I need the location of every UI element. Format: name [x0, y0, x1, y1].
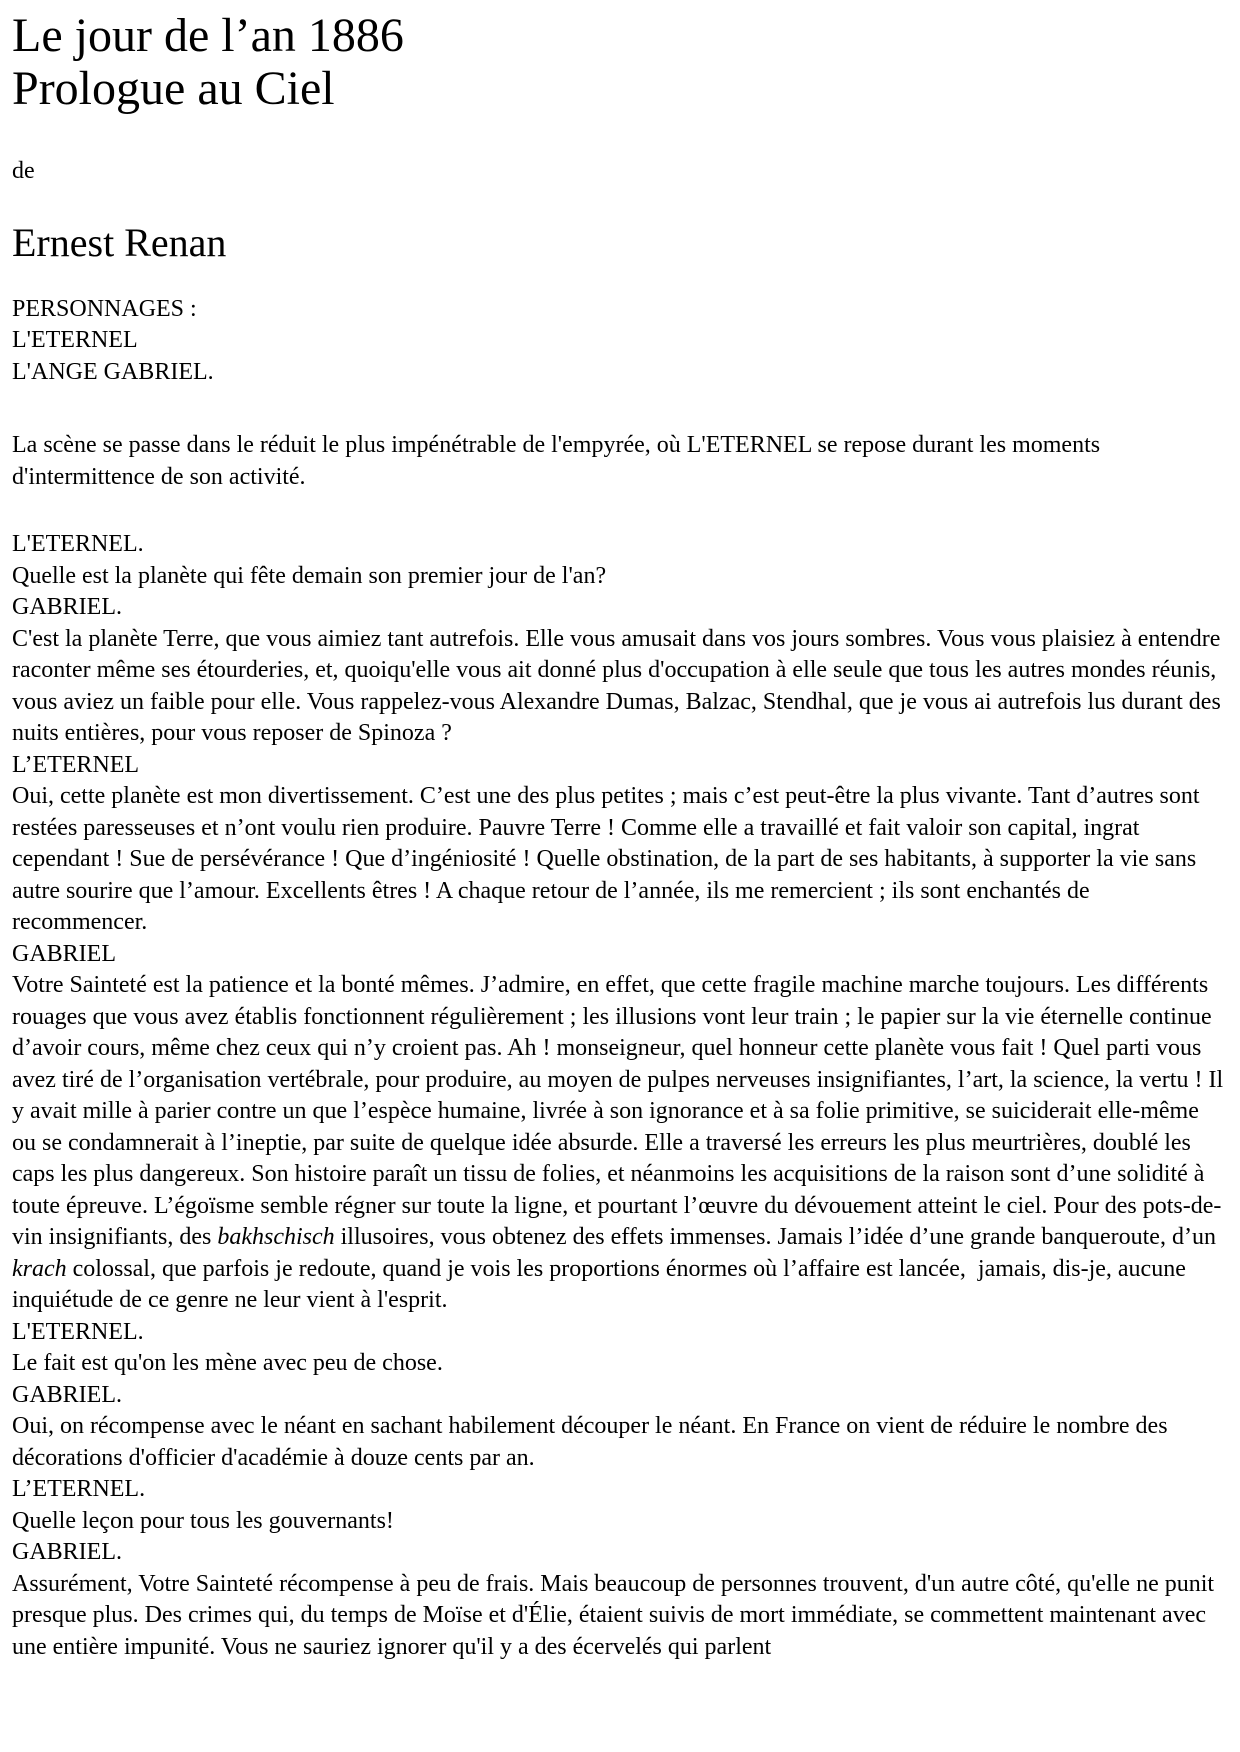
- speech-text: [12, 624, 1228, 750]
- speech-text: [12, 1411, 1228, 1474]
- page: [12, 9, 1228, 1663]
- speech-text: [12, 781, 1228, 939]
- author-name: Ernest Renan: [12, 219, 227, 265]
- speaker-heading: GABRIEL: [12, 940, 116, 967]
- speaker-heading: L'ETERNEL.: [12, 531, 144, 557]
- speech-text: [12, 1348, 1228, 1380]
- speaker-heading: GABRIEL.: [12, 1539, 122, 1565]
- speech-segment: Assurément, Votre Sainteté récompense à peu de frais. Mais beaucoup de personnes trouvent, d'un autre côté, qu'elle ne punit presque plus. Des crimes qui, du temps de Moïse et d'Élie, étaient suivis de mort immédiate, se commettent maintenant avec une entière impunité. Vous ne sauriez ignorer qu'il y a des écervelés qui parlent: [12, 1570, 1215, 1660]
- italic-term: krach: [12, 1255, 67, 1282]
- speech-text: [12, 970, 1228, 1317]
- dialogue: [12, 529, 1228, 1663]
- speaker-heading: L’ETERNEL.: [12, 1476, 146, 1502]
- speaker-heading: L'ETERNEL.: [12, 1318, 144, 1345]
- byline: de: [12, 158, 35, 184]
- title-line-1: Le jour de l’an 1886: [12, 9, 404, 62]
- title-line-2: Prologue au Ciel: [12, 62, 335, 115]
- speaker-heading: L’ETERNEL: [12, 751, 140, 778]
- speaker-heading: GABRIEL.: [12, 594, 122, 620]
- italic-term: bakhschisch: [217, 1224, 335, 1250]
- cast-member-eternel: L'ETERNEL: [12, 327, 138, 353]
- document-title: [12, 9, 1228, 115]
- speech-segment: colossal, que parfois je redoute, quand je vois les proportions énormes où l’affaire est lancée, jamais, dis-je, aucune inquiétude de ce genre ne leur vient à l'esprit.: [12, 1255, 1186, 1313]
- scene-description: La scène se passe dans le réduit le plus impénétrable de l'empyrée, où L'ETERNEL se repose durant les moments d'intermittence de son activité.: [12, 432, 1101, 490]
- speech-segment: C'est la planète Terre, que vous aimiez tant autrefois. Elle vous amusait dans vos jours sombres. Vous vous plaisiez à entendre raconter même ses étourderies, et, quoiqu'elle vous ait donné plus d'occupation à elle seule que tous les autres mondes réunis, vous aviez un faible pour elle. Vous rappelez-vous Alexandre Dumas, Balzac, Stendhal, que je vous ai autrefois lus durant des nuits entières, pour vous reposer de Spinoza ?: [12, 625, 1221, 746]
- cast-list: [12, 294, 1228, 389]
- speech-text: [12, 1506, 1228, 1538]
- speech-segment: Oui, cette planète est mon divertissement. C’est une des plus petites ; mais c’est peut-être la plus vivante. Tant d’autres sont restées paresseuses et n’ont voulu rien produire. Pauvre Terre ! Comme elle a travaillé et fait valoir son capital, ingrat cependant ! Sue de persévérance ! Que d’ingéniosité ! Quelle obstination, de la part de ses habitants, à supporter la vie sans autre sourire que l’amour. Excellents êtres ! A chaque retour de l’année, ils me remercient ; ils sont enchantés de recommencer.: [12, 783, 1200, 935]
- speech-segment: illusoires, vous obtenez des effets immenses. Jamais l’idée d’une grande banqueroute, d’un: [334, 1224, 1216, 1250]
- speech-segment: Le fait est qu'on les mène avec peu de chose.: [12, 1350, 443, 1376]
- speech-segment: Votre Sainteté est la patience et la bonté mêmes. J’admire, en effet, que cette fragile machine marche toujours. Les différents rouages que vous avez établis fonctionnent régulièrement ; les illusions vont leur train ; le papier sur la vie éternelle continue d’avoir cours, même chez ceux qui n’y croient pas. Ah ! monseigneur, quel honneur cette planète vous fait ! Quel parti vous avez tiré de l’organisation vertébrale, pour produire, au moyen de pulpes nerveuses insignifiantes, l’art, la science, la vertu ! Il y avait mille à parier contre un que l’espèce humaine, livrée à son ignorance et à sa folie primitive, se suiciderait elle-même ou se condamnerait à l’ineptie, par suite de quelque idée absurde. Elle a traversé les erreurs les plus meurtrières, doublé les caps les plus dangereux. Son histoire paraît un tissu de folies, et néanmoins les acquisitions de la raison sont d’une solidité à toute épreuve. L’égoïsme semble régner sur toute la ligne, et pourtant l’œuvre du dévouement atteint le ciel. Pour des pots-de-vin insignifiants, des: [12, 972, 1224, 1250]
- cast-member-gabriel: L'ANGE GABRIEL.: [12, 358, 214, 385]
- speech-segment: Oui, on récompense avec le néant en sachant habilement découper le néant. En France on vient de réduire le nombre des décorations d'officier d'académie à douze cents par an.: [12, 1413, 1168, 1471]
- speech-segment: Quelle leçon pour tous les gouvernants!: [12, 1507, 394, 1534]
- speech-text: [12, 561, 1228, 593]
- speech-segment: Quelle est la planète qui fête demain son premier jour de l'an?: [12, 562, 607, 589]
- cast-heading: PERSONNAGES :: [12, 295, 197, 322]
- speaker-heading: GABRIEL.: [12, 1381, 122, 1408]
- speech-text: [12, 1569, 1228, 1664]
